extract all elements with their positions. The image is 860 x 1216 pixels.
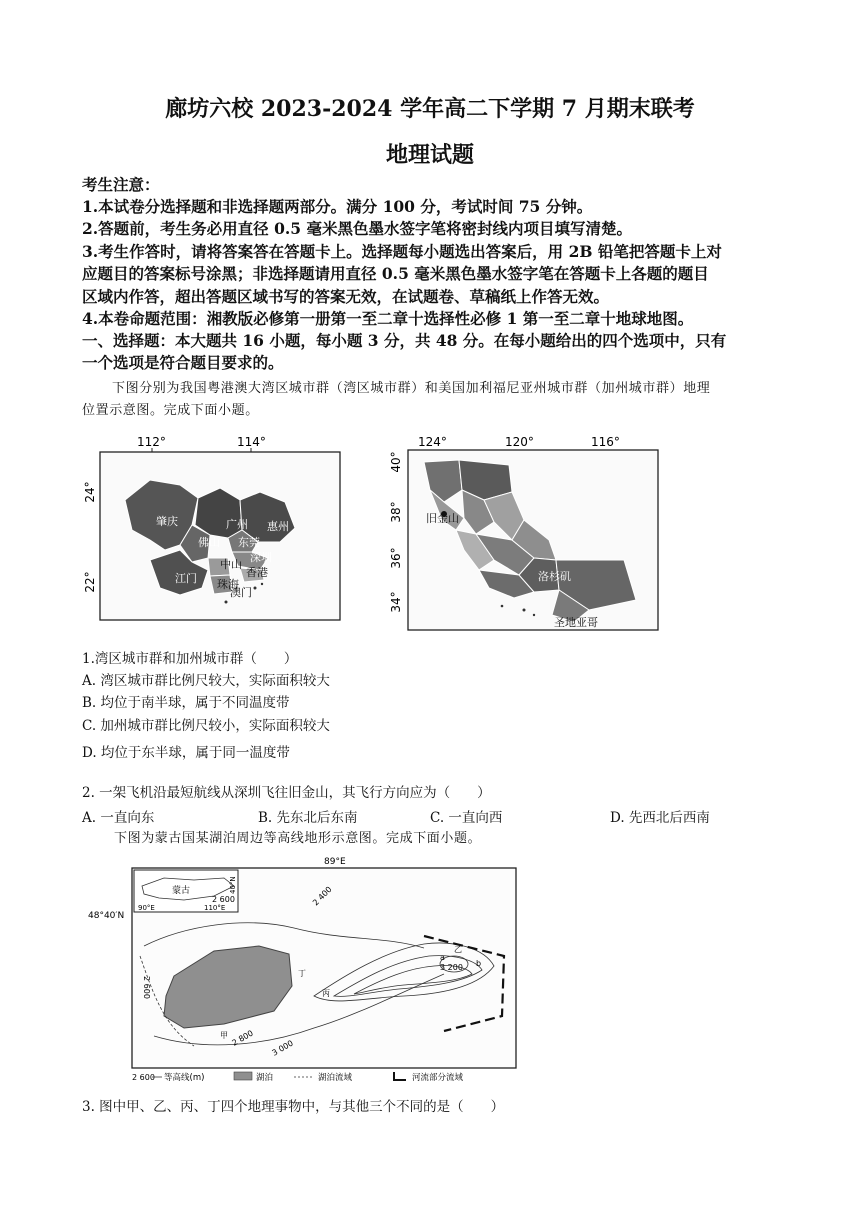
q2-option-d[interactable]: D. 先西北后西南 (610, 810, 710, 826)
lon-label-112: 112° (137, 435, 166, 449)
city-huizhou: 惠州 (267, 520, 289, 533)
notice-heading: 考生注意： (82, 175, 160, 194)
city-dongguan: 东莞 (238, 536, 260, 549)
top-lon-label: 89°E (324, 857, 346, 867)
section-heading-2: 一个选项是符合题目要求的。 (82, 353, 284, 372)
point-ding: 丁 (298, 969, 306, 978)
lat-label-22: 22° (83, 571, 97, 593)
intro1-line-1: 下图分别为我国粤港澳大湾区城市群（湾区城市群）和美国加利福尼亚州城市群（加州城市群）地理 (112, 381, 711, 396)
map-greater-bay-area (80, 430, 350, 630)
contour-label-2600-top: 2 600 (212, 895, 235, 904)
point-jia: 甲 (220, 1031, 228, 1040)
city-foshan: 佛山 (198, 536, 220, 549)
legend-lake: 湖泊 (256, 1073, 274, 1083)
lon-label-120: 120° (505, 435, 534, 449)
notice-line-1: 1.本试卷分选择题和非选择题两部分。满分 100 分，考试时间 75 分钟。 (82, 197, 593, 216)
city-hongkong: 香港 (246, 566, 268, 579)
notice-line-4: 应题目的答案标号涂黑；非选择题请用直径 0.5 毫米黑色墨水签字笔在答题卡上各题的题目 (82, 264, 709, 283)
map-mongolia-lake (84, 856, 524, 1088)
lat-label-24: 24° (83, 481, 97, 503)
notice-line-6: 4.本卷命题范围：湘教版必修第一册第一至二章十选择性必修 1 第一至二章十地球地图。 (82, 309, 694, 328)
lat-label-38: 38° (389, 501, 403, 523)
lon-label-124: 124° (418, 435, 447, 449)
contour-label-2800: 2 800 (230, 1028, 255, 1048)
notice-line-2: 2.答题前，考生务必用直径 0.5 毫米黑色墨水签字笔将密封线内项目填写清楚。 (82, 219, 632, 238)
point-b: b (476, 959, 482, 968)
q2-option-b[interactable]: B. 先东北后东南 (258, 810, 358, 826)
exam-title: 廊坊六校 2023-2024 学年高二下学期 7 月期末联考 (165, 96, 695, 122)
city-los-angeles: 洛杉矶 (538, 570, 571, 583)
lat-label-40: 40° (389, 451, 403, 473)
city-guangzhou: 广州 (226, 518, 248, 531)
lon-label-116: 116° (591, 435, 620, 449)
point-a: a (440, 953, 445, 962)
q3-stem: 3. 图中甲、乙、丙、丁四个地理事物中，与其他三个不同的是（ ） (82, 1099, 505, 1115)
contour-label-2600-left: 2 600 (142, 976, 151, 999)
q1-option-d[interactable]: D. 均位于东半球，属于同一温度带 (82, 745, 290, 761)
q2-option-a[interactable]: A. 一直向东 (82, 810, 155, 826)
inset-lat-label: 40°N (229, 876, 237, 894)
city-jiangmen: 江门 (175, 572, 197, 585)
city-zhongshan: 中山 (220, 558, 242, 571)
q2-stem: 2. 一架飞机沿最短航线从深圳飞往旧金山，其飞行方向应为（ ） (82, 785, 491, 801)
inset-country-label: 蒙古 (172, 886, 191, 896)
city-shenzhen: 深圳 (250, 551, 272, 564)
city-san-francisco: 旧金山 (426, 512, 459, 525)
q2-option-c[interactable]: C. 一直向西 (430, 810, 503, 826)
contour-label-3200: 3 200 (440, 963, 463, 972)
left-lat-label: 48°40′N (88, 911, 125, 921)
intro2: 下图为蒙古国某湖泊周边等高线地形示意图。完成下面小题。 (114, 831, 482, 846)
legend-contour: 等高线(m) (164, 1073, 205, 1083)
legend-contour-sample: 2 600 (132, 1073, 155, 1082)
exam-subject: 地理试题 (385, 142, 474, 168)
inset-lon-110: 110°E (204, 904, 226, 912)
map-california (384, 430, 674, 635)
section-heading-1: 一、选择题：本大题共 16 小题，每小题 3 分，共 48 分。在每小题给出的四个选项中，只有 (82, 331, 727, 350)
q1-option-a[interactable]: A. 湾区城市群比例尺较大，实际面积较大 (82, 673, 330, 689)
city-san-diego: 圣地亚哥 (554, 616, 598, 629)
q1-stem: 1.湾区城市群和加州城市群（ ） (82, 651, 298, 667)
city-macao: 澳门 (230, 586, 252, 599)
q1-option-b[interactable]: B. 均位于南半球，属于不同温度带 (82, 695, 290, 711)
notice-line-3: 3.考生作答时，请将答案答在答题卡上。选择题每小题选出答案后，用 2B 铅笔把答题卡上对 (82, 242, 722, 261)
lat-label-36: 36° (389, 547, 403, 569)
city-zhuhai: 珠海 (217, 578, 239, 591)
intro1-line-2: 位置示意图。完成下面小题。 (82, 403, 259, 418)
contour-label-3000: 3 000 (270, 1038, 295, 1058)
point-bing: 丙 (322, 989, 330, 998)
point-yi: 乙 (454, 945, 462, 954)
lon-label-114: 114° (237, 435, 266, 449)
notice-line-5: 区域内作答，超出答题区域书写的答案无效，在试题卷、草稿纸上作答无效。 (82, 287, 610, 306)
inset-lon-90: 90°E (138, 904, 155, 912)
q1-option-c[interactable]: C. 加州城市群比例尺较小，实际面积较大 (82, 718, 330, 734)
legend-lake-basin: 湖泊流域 (318, 1073, 353, 1083)
contour-label-2400: 2 400 (311, 884, 334, 908)
city-zhaoqing: 肇庆 (156, 515, 178, 528)
legend-river-basin: 河流部分流域 (412, 1073, 464, 1083)
lat-label-34: 34° (389, 591, 403, 613)
